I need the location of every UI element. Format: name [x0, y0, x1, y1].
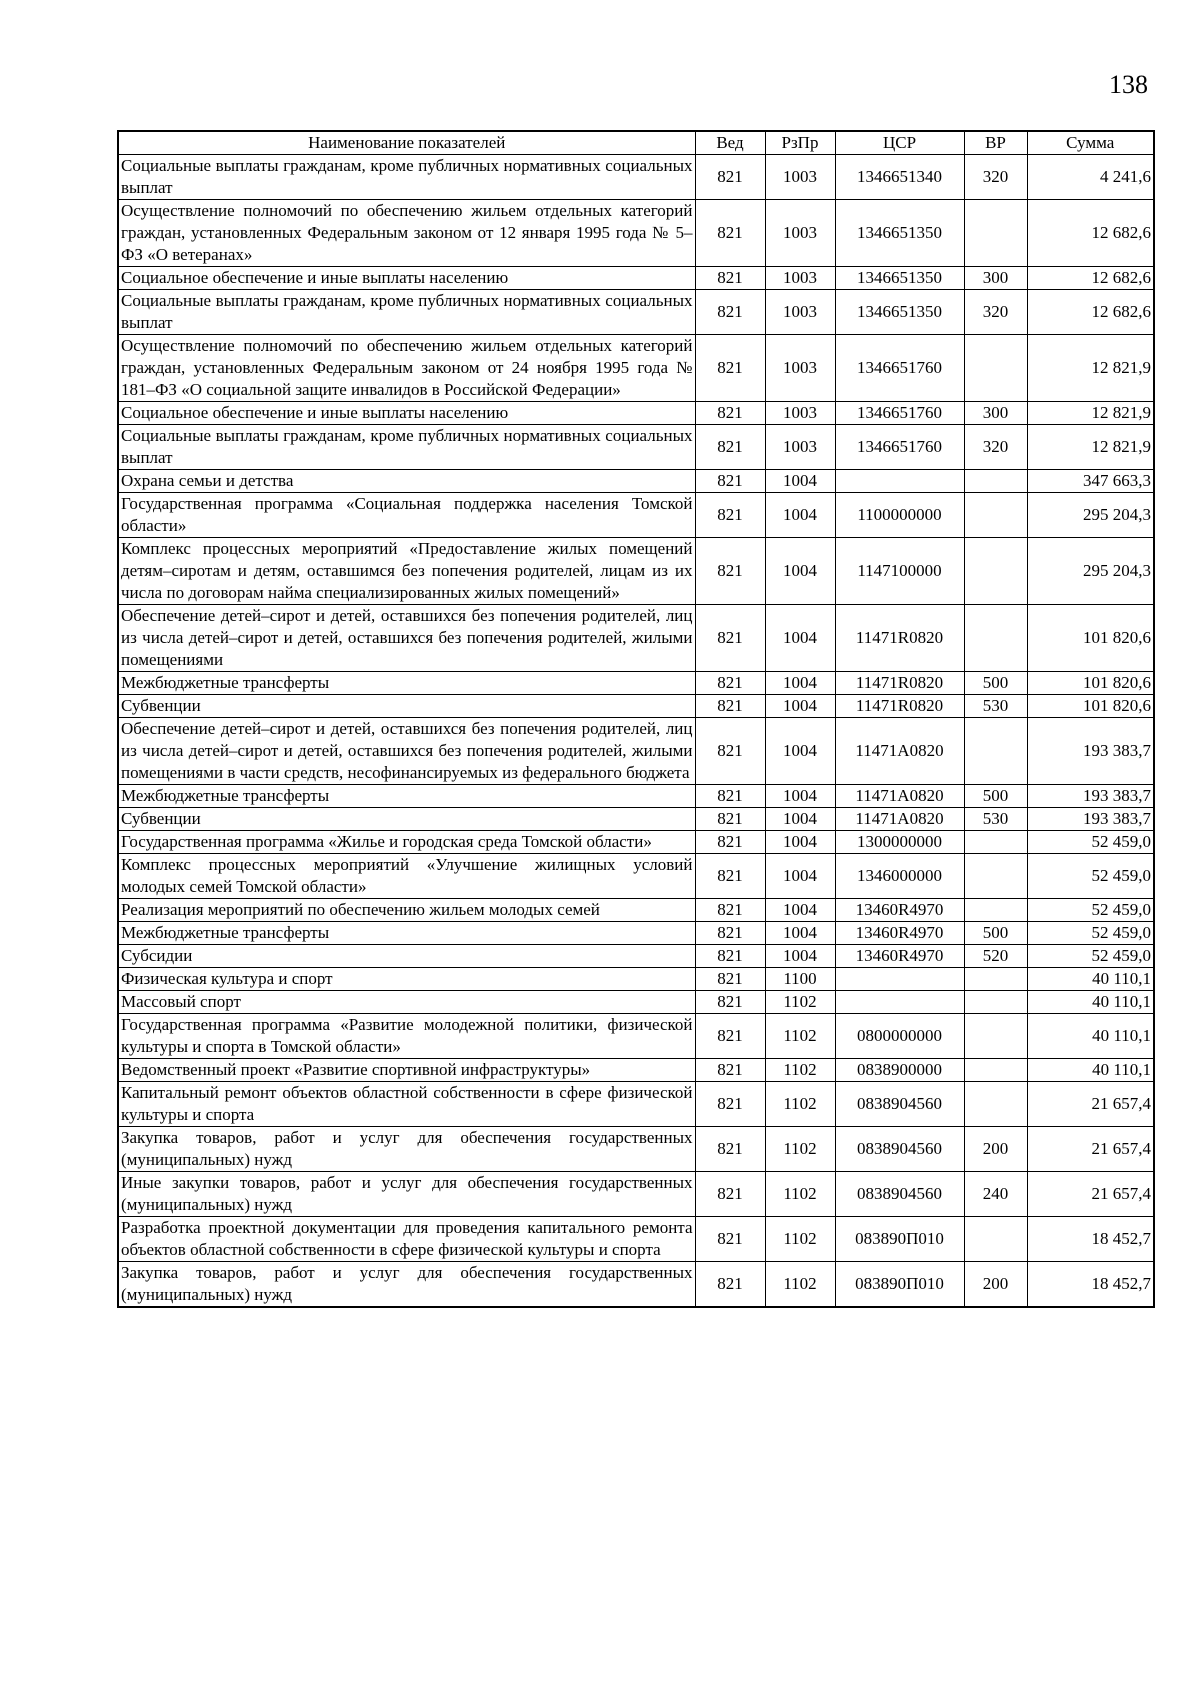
cell-sum: 101 820,6 [1027, 672, 1154, 695]
cell-csr: 1346651340 [835, 155, 964, 200]
cell-name: Социальные выплаты гражданам, кроме публичных нормативных социальных выплат [118, 425, 695, 470]
cell-csr: 0838904560 [835, 1172, 964, 1217]
cell-vr [964, 991, 1027, 1014]
table-row [118, 335, 1154, 402]
cell-rzpr: 1003 [765, 200, 835, 267]
table-row [118, 402, 1154, 425]
cell-ved: 821 [695, 155, 765, 200]
cell-name: Государственная программа «Развитие молодежной политики, физической культуры и спорта в Томской области» [118, 1014, 695, 1059]
cell-sum: 40 110,1 [1027, 1014, 1154, 1059]
cell-vr: 240 [964, 1172, 1027, 1217]
cell-vr [964, 718, 1027, 785]
cell-name: Социальное обеспечение и иные выплаты населению [118, 267, 695, 290]
cell-name: Комплекс процессных мероприятий «Улучшение жилищных условий молодых семей Томской области» [118, 854, 695, 899]
cell-vr: 520 [964, 945, 1027, 968]
cell-sum: 18 452,7 [1027, 1217, 1154, 1262]
cell-csr: 1346651760 [835, 425, 964, 470]
cell-ved: 821 [695, 200, 765, 267]
cell-vr [964, 200, 1027, 267]
cell-ved: 821 [695, 425, 765, 470]
cell-vr [964, 470, 1027, 493]
cell-rzpr: 1102 [765, 1217, 835, 1262]
cell-name: Физическая культура и спорт [118, 968, 695, 991]
table-row [118, 945, 1154, 968]
cell-vr [964, 854, 1027, 899]
cell-ved: 821 [695, 899, 765, 922]
page-number: 138 [1109, 70, 1148, 99]
cell-ved: 821 [695, 831, 765, 854]
cell-vr [964, 538, 1027, 605]
cell-ved: 821 [695, 1059, 765, 1082]
cell-sum: 52 459,0 [1027, 831, 1154, 854]
header-rzpr: РзПр [765, 131, 835, 155]
cell-sum: 18 452,7 [1027, 1262, 1154, 1308]
table-row [118, 200, 1154, 267]
cell-ved: 821 [695, 922, 765, 945]
table-row [118, 718, 1154, 785]
cell-rzpr: 1004 [765, 470, 835, 493]
cell-rzpr: 1003 [765, 402, 835, 425]
cell-ved: 821 [695, 1014, 765, 1059]
cell-vr [964, 1217, 1027, 1262]
cell-sum: 21 657,4 [1027, 1082, 1154, 1127]
cell-vr [964, 1014, 1027, 1059]
cell-name: Иные закупки товаров, работ и услуг для обеспечения государственных (муниципальных) нужд [118, 1172, 695, 1217]
cell-sum: 193 383,7 [1027, 785, 1154, 808]
cell-rzpr: 1102 [765, 1262, 835, 1308]
cell-sum: 52 459,0 [1027, 945, 1154, 968]
cell-rzpr: 1004 [765, 831, 835, 854]
cell-rzpr: 1003 [765, 425, 835, 470]
cell-sum: 40 110,1 [1027, 968, 1154, 991]
cell-vr: 500 [964, 672, 1027, 695]
cell-rzpr: 1003 [765, 290, 835, 335]
cell-vr: 300 [964, 267, 1027, 290]
header-name: Наименование показателей [118, 131, 695, 155]
cell-csr: 1346000000 [835, 854, 964, 899]
cell-ved: 821 [695, 267, 765, 290]
table-row [118, 470, 1154, 493]
table-row [118, 785, 1154, 808]
cell-name: Ведомственный проект «Развитие спортивной инфраструктуры» [118, 1059, 695, 1082]
cell-rzpr: 1004 [765, 922, 835, 945]
table-row [118, 1217, 1154, 1262]
cell-sum: 12 821,9 [1027, 425, 1154, 470]
cell-sum: 40 110,1 [1027, 991, 1154, 1014]
cell-name: Социальное обеспечение и иные выплаты населению [118, 402, 695, 425]
table-row [118, 695, 1154, 718]
cell-rzpr: 1102 [765, 1082, 835, 1127]
cell-ved: 821 [695, 718, 765, 785]
table-row [118, 1014, 1154, 1059]
cell-csr: 1100000000 [835, 493, 964, 538]
cell-sum: 21 657,4 [1027, 1127, 1154, 1172]
cell-rzpr: 1004 [765, 899, 835, 922]
cell-name: Закупка товаров, работ и услуг для обеспечения государственных (муниципальных) нужд [118, 1262, 695, 1308]
cell-csr: 13460R4970 [835, 945, 964, 968]
cell-vr: 320 [964, 290, 1027, 335]
cell-vr [964, 335, 1027, 402]
cell-csr: 11471R0820 [835, 605, 964, 672]
cell-name: Комплекс процессных мероприятий «Предоставление жилых помещений детям–сиротам и детям, оставшимся без попечения родителей, лицам из их числа по договорам найма специализированных жилых помещений» [118, 538, 695, 605]
cell-sum: 52 459,0 [1027, 922, 1154, 945]
cell-rzpr: 1003 [765, 267, 835, 290]
cell-rzpr: 1004 [765, 854, 835, 899]
cell-sum: 101 820,6 [1027, 695, 1154, 718]
cell-sum: 12 682,6 [1027, 200, 1154, 267]
cell-ved: 821 [695, 1127, 765, 1172]
cell-sum: 347 663,3 [1027, 470, 1154, 493]
cell-name: Межбюджетные трансферты [118, 785, 695, 808]
cell-name: Субвенции [118, 808, 695, 831]
cell-vr: 320 [964, 155, 1027, 200]
cell-csr: 1346651350 [835, 200, 964, 267]
cell-rzpr: 1004 [765, 945, 835, 968]
cell-ved: 821 [695, 991, 765, 1014]
cell-csr: 13460R4970 [835, 922, 964, 945]
cell-rzpr: 1004 [765, 493, 835, 538]
cell-csr: 0838904560 [835, 1082, 964, 1127]
table-row [118, 155, 1154, 200]
header-sum: Сумма [1027, 131, 1154, 155]
cell-sum: 193 383,7 [1027, 718, 1154, 785]
cell-rzpr: 1003 [765, 335, 835, 402]
cell-rzpr: 1102 [765, 1014, 835, 1059]
cell-name: Социальные выплаты гражданам, кроме публичных нормативных социальных выплат [118, 290, 695, 335]
cell-vr [964, 1082, 1027, 1127]
table-row [118, 1262, 1154, 1308]
cell-name: Охрана семьи и детства [118, 470, 695, 493]
cell-csr: 11471R0820 [835, 672, 964, 695]
cell-csr: 1300000000 [835, 831, 964, 854]
cell-rzpr: 1004 [765, 672, 835, 695]
cell-sum: 52 459,0 [1027, 899, 1154, 922]
cell-rzpr: 1004 [765, 785, 835, 808]
cell-name: Социальные выплаты гражданам, кроме публичных нормативных социальных выплат [118, 155, 695, 200]
table-row [118, 899, 1154, 922]
cell-name: Обеспечение детей–сирот и детей, оставшихся без попечения родителей, лиц из числа детей–сирот и детей, оставшихся без попечения родителей, жилыми помещениями [118, 605, 695, 672]
cell-name: Массовый спорт [118, 991, 695, 1014]
cell-sum: 12 682,6 [1027, 267, 1154, 290]
cell-sum: 52 459,0 [1027, 854, 1154, 899]
table-row [118, 605, 1154, 672]
table-header-row [118, 131, 1154, 155]
cell-csr: 083890П010 [835, 1262, 964, 1308]
cell-csr: 1346651760 [835, 335, 964, 402]
cell-rzpr: 1003 [765, 155, 835, 200]
cell-sum: 12 682,6 [1027, 290, 1154, 335]
cell-ved: 821 [695, 1172, 765, 1217]
cell-csr: 11471R0820 [835, 695, 964, 718]
cell-vr [964, 831, 1027, 854]
table-row [118, 1127, 1154, 1172]
cell-ved: 821 [695, 538, 765, 605]
cell-csr: 11471А0820 [835, 785, 964, 808]
cell-csr: 0800000000 [835, 1014, 964, 1059]
cell-csr: 1147100000 [835, 538, 964, 605]
table-row [118, 267, 1154, 290]
cell-vr: 320 [964, 425, 1027, 470]
cell-vr: 200 [964, 1127, 1027, 1172]
cell-ved: 821 [695, 402, 765, 425]
cell-vr [964, 899, 1027, 922]
cell-ved: 821 [695, 808, 765, 831]
cell-sum: 295 204,3 [1027, 493, 1154, 538]
cell-name: Государственная программа «Социальная поддержка населения Томской области» [118, 493, 695, 538]
cell-csr [835, 968, 964, 991]
budget-table [117, 130, 1155, 1308]
cell-rzpr: 1004 [765, 605, 835, 672]
cell-vr: 530 [964, 808, 1027, 831]
cell-vr: 530 [964, 695, 1027, 718]
cell-vr: 200 [964, 1262, 1027, 1308]
cell-rzpr: 1004 [765, 695, 835, 718]
cell-name: Реализация мероприятий по обеспечению жильем молодых семей [118, 899, 695, 922]
cell-ved: 821 [695, 785, 765, 808]
cell-ved: 821 [695, 1082, 765, 1127]
cell-name: Государственная программа «Жилье и городская среда Томской области» [118, 831, 695, 854]
cell-ved: 821 [695, 1217, 765, 1262]
cell-csr: 1346651350 [835, 267, 964, 290]
cell-name: Межбюджетные трансферты [118, 672, 695, 695]
cell-csr: 1346651760 [835, 402, 964, 425]
cell-rzpr: 1102 [765, 1059, 835, 1082]
cell-csr: 1346651350 [835, 290, 964, 335]
cell-sum: 12 821,9 [1027, 402, 1154, 425]
cell-rzpr: 1004 [765, 718, 835, 785]
cell-csr: 11471А0820 [835, 718, 964, 785]
cell-csr [835, 991, 964, 1014]
cell-name: Субсидии [118, 945, 695, 968]
cell-rzpr: 1100 [765, 968, 835, 991]
cell-ved: 821 [695, 493, 765, 538]
cell-csr: 0838900000 [835, 1059, 964, 1082]
cell-ved: 821 [695, 695, 765, 718]
cell-vr: 500 [964, 785, 1027, 808]
cell-ved: 821 [695, 1262, 765, 1308]
cell-csr [835, 470, 964, 493]
cell-sum: 21 657,4 [1027, 1172, 1154, 1217]
table-row [118, 854, 1154, 899]
table-row [118, 991, 1154, 1014]
header-ved: Вед [695, 131, 765, 155]
cell-csr: 11471А0820 [835, 808, 964, 831]
cell-ved: 821 [695, 470, 765, 493]
cell-ved: 821 [695, 672, 765, 695]
cell-sum: 295 204,3 [1027, 538, 1154, 605]
cell-csr: 13460R4970 [835, 899, 964, 922]
table-row [118, 493, 1154, 538]
cell-vr [964, 493, 1027, 538]
cell-rzpr: 1004 [765, 538, 835, 605]
table-row [118, 808, 1154, 831]
cell-name: Капитальный ремонт объектов областной собственности в сфере физической культуры и спорта [118, 1082, 695, 1127]
table-row [118, 538, 1154, 605]
cell-ved: 821 [695, 854, 765, 899]
cell-rzpr: 1102 [765, 991, 835, 1014]
cell-ved: 821 [695, 290, 765, 335]
cell-vr [964, 968, 1027, 991]
cell-name: Осуществление полномочий по обеспечению жильем отдельных категорий граждан, установленных Федеральным законом от 24 ноября 1995 года № 181–ФЗ «О социальной защите инвалидов в Российской Федерации» [118, 335, 695, 402]
cell-name: Межбюджетные трансферты [118, 922, 695, 945]
cell-rzpr: 1004 [765, 808, 835, 831]
table-row [118, 425, 1154, 470]
table-row [118, 1082, 1154, 1127]
table-row [118, 831, 1154, 854]
cell-ved: 821 [695, 605, 765, 672]
cell-sum: 4 241,6 [1027, 155, 1154, 200]
cell-name: Осуществление полномочий по обеспечению жильем отдельных категорий граждан, установленных Федеральным законом от 12 января 1995 года № 5–ФЗ «О ветеранах» [118, 200, 695, 267]
table-body [118, 155, 1154, 1308]
cell-name: Разработка проектной документации для проведения капитального ремонта объектов областной собственности в сфере физической культуры и спорта [118, 1217, 695, 1262]
cell-name: Закупка товаров, работ и услуг для обеспечения государственных (муниципальных) нужд [118, 1127, 695, 1172]
table-row [118, 672, 1154, 695]
cell-csr: 0838904560 [835, 1127, 964, 1172]
cell-csr: 083890П010 [835, 1217, 964, 1262]
header-csr: ЦСР [835, 131, 964, 155]
cell-vr: 500 [964, 922, 1027, 945]
cell-sum: 12 821,9 [1027, 335, 1154, 402]
cell-name: Субвенции [118, 695, 695, 718]
cell-vr [964, 605, 1027, 672]
table-row [118, 1172, 1154, 1217]
table-row [118, 968, 1154, 991]
cell-vr: 300 [964, 402, 1027, 425]
cell-sum: 40 110,1 [1027, 1059, 1154, 1082]
table-row [118, 922, 1154, 945]
cell-vr [964, 1059, 1027, 1082]
header-vr: ВР [964, 131, 1027, 155]
cell-name: Обеспечение детей–сирот и детей, оставшихся без попечения родителей, лиц из числа детей–сирот и детей, оставшихся без попечения родителей, жилыми помещениями в части средств, несофинансируемых из федерального бюджета [118, 718, 695, 785]
cell-sum: 101 820,6 [1027, 605, 1154, 672]
table-row [118, 290, 1154, 335]
cell-rzpr: 1102 [765, 1172, 835, 1217]
cell-rzpr: 1102 [765, 1127, 835, 1172]
cell-ved: 821 [695, 335, 765, 402]
cell-sum: 193 383,7 [1027, 808, 1154, 831]
cell-ved: 821 [695, 968, 765, 991]
cell-ved: 821 [695, 945, 765, 968]
table-row [118, 1059, 1154, 1082]
